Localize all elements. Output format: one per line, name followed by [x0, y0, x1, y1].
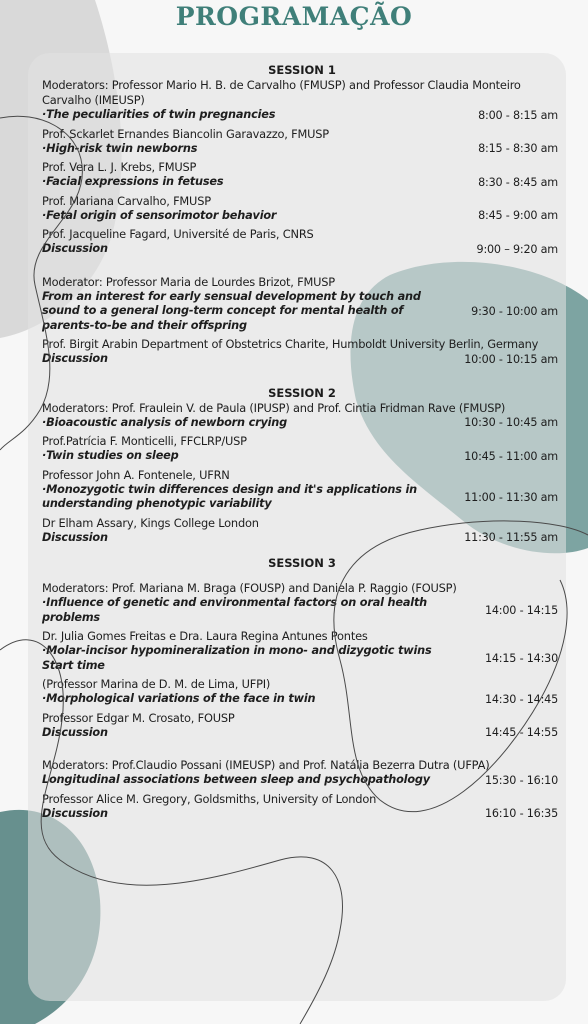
session-header: SESSION 2 — [268, 385, 336, 400]
talk-title: Discussion — [42, 806, 108, 820]
talk-title: Discussion — [42, 352, 108, 365]
talk-time: 14:30 - 14:45 — [484, 692, 558, 706]
speaker-line: Professor John A. Fontenele, UFRN — [42, 467, 230, 482]
talk-row — [42, 692, 562, 707]
speaker-line: Prof. Birgit Arabin Department of Obstetrics Charite, Humboldt University Berlin, Germany — [42, 337, 539, 351]
speaker-line: Prof.Patrícia F. Monticelli, FFCLRP/USP — [42, 434, 247, 448]
talk-title: ·The peculiarities of twin pregnancies — [42, 108, 276, 121]
talk-time: 8:15 - 8:30 am — [478, 142, 558, 156]
talk-time: 11:30 - 11:55 am — [464, 531, 558, 545]
talk-title: Discussion — [42, 725, 108, 739]
talk-row — [42, 773, 562, 788]
talk-row — [42, 108, 562, 123]
moderator-line: Moderators: Prof. Fraulein V. de Paula (IPUSP) and Prof. Cintia Fridman Rave (FMUSP) — [42, 400, 506, 415]
talk-title: From an interest for early sensual development by touch and sound to a general long-term concept for mental health of parents-to-be and their offspring — [42, 289, 421, 332]
talk-row — [42, 644, 562, 673]
talk-row — [42, 449, 562, 464]
moderator-line: Moderators: Prof.Claudio Possani (IMEUSP) and Prof. Natália Bezerra Dutra (UFPA) — [42, 758, 490, 772]
talk-row — [42, 142, 562, 157]
talk-time: 10:00 - 10:15 am — [464, 352, 558, 366]
talk-row — [42, 726, 562, 741]
talk-title: ·Fetal origin of sensorimotor behavior — [42, 208, 277, 222]
talk-row — [42, 483, 562, 512]
talk-title: ·High-risk twin newborns — [42, 141, 198, 155]
talk-title: Longitudinal associations between sleep and psychopathology — [42, 773, 430, 786]
talk-row — [42, 290, 562, 334]
talk-row — [42, 352, 562, 367]
talk-title: ·Facial expressions in fetuses — [42, 175, 224, 188]
talk-time: 8:00 - 8:15 am — [478, 108, 558, 122]
moderator-line: Moderator: Professor Maria de Lourdes Brizot, FMUSP — [42, 274, 335, 289]
talk-title: Discussion — [42, 242, 108, 255]
program-list — [42, 62, 562, 821]
talk-time: 14:15 - 14:30 — [484, 652, 558, 665]
talk-title: ·Bioacoustic analysis of newborn crying — [42, 415, 288, 429]
speaker-line: Prof. Jacqueline Fagard, Université de Paris, CNRS — [42, 227, 314, 241]
talk-time: 14:00 - 14:15 — [484, 604, 558, 617]
page-title: PROGRAMAÇÃO — [175, 2, 413, 31]
talk-row — [42, 416, 562, 431]
talk-time: 9:30 - 10:00 am — [471, 304, 558, 318]
talk-row — [42, 209, 562, 224]
talk-title: ·Influence of genetic and environmental factors on oral health problems — [42, 596, 427, 624]
talk-title: ·Twin studies on sleep — [42, 449, 179, 462]
session-header: SESSION 3 — [268, 556, 336, 570]
talk-row — [42, 175, 562, 190]
talk-row — [42, 596, 562, 625]
moderator-line: Moderators: Prof. Mariana M. Braga (FOUSP) and Daniela P. Raggio (FOUSP) — [42, 581, 457, 595]
talk-title: Discussion — [42, 530, 108, 544]
talk-time: 8:45 - 9:00 am — [478, 209, 558, 223]
speaker-line: Professor Alice M. Gregory, Goldsmiths, University of London — [42, 791, 377, 806]
talk-time: 11:00 - 11:30 am — [464, 490, 558, 504]
moderator-line: Moderators: Professor Mario H. B. de Carvalho (FMUSP) and Professor Claudia Monteiro Carvalho (IMEUSP) — [42, 78, 521, 107]
speaker-line: Prof. Vera L. J. Krebs, FMUSP — [42, 160, 197, 174]
talk-time: 10:45 - 11:00 am — [464, 449, 558, 463]
speaker-line: Prof. Mariana Carvalho, FMUSP — [42, 193, 211, 208]
speaker-line: Dr Elham Assary, Kings College London — [42, 515, 259, 530]
talk-time: 9:00 – 9:20 am — [476, 242, 558, 256]
talk-title: ·Molar-incisor hypomineralization in mono- and dizygotic twins Start time — [42, 644, 432, 672]
session-header: SESSION 1 — [268, 63, 336, 77]
talk-time: 14:45 - 14:55 — [484, 726, 558, 740]
talk-title: ·Morphological variations of the face in twin — [42, 692, 316, 705]
talk-time: 15:30 - 16:10 — [484, 773, 558, 787]
talk-row — [42, 807, 562, 822]
speaker-line: (Professor Marina de D. M. de Lima, UFPI) — [42, 677, 271, 691]
talk-row — [42, 242, 562, 257]
speaker-line: Prof. Sckarlet Ernandes Biancolin Garavazzo, FMUSP — [42, 126, 329, 141]
speaker-line: Dr. Julia Gomes Freitas e Dra. Laura Regina Antunes Pontes — [42, 629, 368, 643]
speaker-line: Professor Edgar M. Crosato, FOUSP — [42, 710, 235, 725]
talk-time: 16:10 - 16:35 — [484, 807, 558, 821]
talk-time: 8:30 - 8:45 am — [478, 175, 558, 189]
talk-time: 10:30 - 10:45 am — [464, 416, 558, 430]
talk-title: ·Monozygotic twin differences design and it's applications in understanding phenotypic variability — [42, 482, 417, 510]
talk-row — [42, 531, 562, 546]
